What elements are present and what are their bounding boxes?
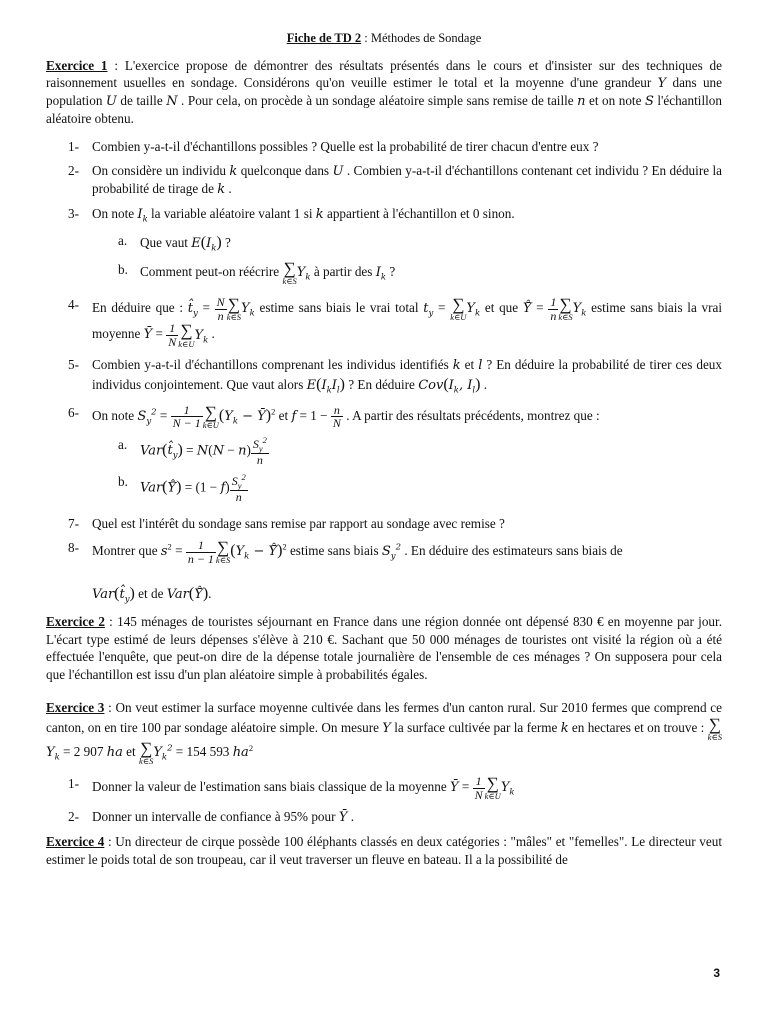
question-7-text: Quel est l'intérêt du sondage sans remise par rapport au sondage avec remise ?	[92, 515, 505, 531]
exercise-4-text: : Un directeur de cirque possède 100 éléphants classés en deux catégories : "mâles" et "femelles". Le directeur veut estimer le poids total de son troupeau, car il veut traverser un fleuve en bateau. Il a la possibilité de	[46, 834, 722, 867]
exercise-3-questions	[46, 775, 722, 826]
question-6b: b. Var(Ŷ̄) = (1 − f) $\frac{S_y^2}{n}$	[118, 471, 246, 504]
exercise-3-question-1: 1- Donner la valeur de l'estimation sans biais classique de la moyenne Ȳ = $\frac{1}{N}$ ∑ k∈U $Y_k$	[68, 773, 515, 802]
exercise-3-label: Exercice 3	[46, 700, 105, 716]
question-6: 6- On note $S_y^2$ = $\frac{1}{N - 1}$ ∑ k∈U ($Y_k$ − Ȳ)$^2$ et f = 1 − $\frac{n}{N}$ . A partir des résultats précédents, montrez que : a. $Var(t̂_y) = N(N - n)$ $\frac{S_y^2}{n}$ b. Var(Ŷ̄) = (1 − f) $\frac{S_y^2}{n}$	[46, 404, 722, 508]
question-3a: a. Que vaut $E(I_k)$ ?	[118, 233, 231, 254]
page-title	[46, 30, 722, 47]
exercise-2-text: : 145 ménages de touristes séjournant en France dans une région donnée ont dépensé 830 € en moyenne par jour. L'écart type estimé de leurs dépenses s'élève à 210 €. Sachant que 50 000 ménages de touristes ont visité la région où a été effectuée l'enquête, que peut-on dire de la dépense totale journalière de l'ensemble de ces ménages ? On supposera pour cela que l'échantillon est issu d'un plan aléatoire simple à probabilités égales.	[46, 614, 722, 682]
title-subtitle: : Méthodes de Sondage	[361, 31, 482, 45]
question-1-text: Combien y-a-t-il d'échantillons possibles ? Quelle est la probabilité de tirer chacun d'entre eux ?	[92, 138, 599, 154]
exercise-1-label: Exercice 1	[46, 57, 108, 73]
question-5: 5- Combien y-a-t-il d'échantillons comprenant les individus identifiés k et l ? En déduire la probabilité de tirer ces deux individus conjointement. Que vaut alors $E(I_kI_l)$ ? En déduire $Cov(I_k$, $I_l$) .	[68, 356, 722, 396]
title-main: Fiche de TD 2	[286, 31, 362, 45]
page-number: 3	[713, 966, 720, 981]
question-1: 1- Combien y-a-t-il d'échantillons possibles ? Quelle est la probabilité de tirer chacun d'entre eux ?	[46, 138, 722, 155]
exercise-2	[46, 613, 722, 683]
exercise-4	[46, 833, 722, 868]
question-3b: b. Comment peut-on réécrire ∑ k∈S $Y_k$ à partir des $I_k$ ?	[118, 259, 396, 287]
exercise-1-intro: Exercice 1 : L'exercice propose de démontrer des résultats présentés dans le cours et d'insister sur des techniques de raisonnement usuelles en sondage. Considérons qu'on veuille estimer le total et la moyenne d'une grandeur Y dans une population U de taille N . Pour cela, on procède à un sondage aléatoire simple sans remise de taille n et on note S l'échantillon aléatoire obtenu.	[46, 57, 722, 127]
question-3: 3- On note $I_k$ la variable aléatoire valant 1 si k appartient à l'échantillon et 0 sinon. a. Que vaut $E(I_k)$ ? b. Comment peut-on réécrire ∑ k∈S $Y_k$ à partir des $I_k$ ?	[46, 205, 722, 289]
exercise-1-questions	[46, 138, 722, 606]
question-7: 7- Quel est l'intérêt du sondage sans remise par rapport au sondage avec remise ?	[46, 515, 722, 532]
exercise-4-label: Exercice 4	[46, 834, 105, 850]
question-8: 8- Montrer que $s^2$ = $\frac{1}{n - 1}$ ∑ k∈S ($Y_k$ − Ŷ̄)$^2$ estime sans biais $S_y^2$ . En déduire des estimateurs sans biais de $Var(t̂_y)$ et de Var(Ŷ̄).	[68, 537, 623, 605]
exercise-2-label: Exercice 2	[46, 614, 105, 630]
question-2: 2- On considère un individu k quelconque dans U . Combien y-a-t-il d'échantillons contenant cet individu ? En déduire la probabilité de tirage de k .	[68, 163, 722, 198]
exercise-3-question-2: 2- Donner un intervalle de confiance à 95% pour Ȳ .	[68, 809, 354, 826]
exercise-3: Exercice 3 : On veut estimer la surface moyenne cultivée dans les fermes d'un canton rural. Sur 2010 fermes que comprend ce canton, on en tire 100 par sondage aléatoire simple. On mesure Y la surface cultivée par la ferme k en hectares et on trouve : ∑ k∈S $Y_k = 2$ 907 ha et ∑ k∈S $Y_k^2 = 154$ 593 $ha^2$	[46, 700, 722, 766]
question-4: 4- En déduire que : $t̂_y$ = $\frac{N}{n}$ ∑ k∈S $Y_k$ estime sans biais le vrai total $t_y$ = ∑ k∈U $Y_k$ et que Ŷ̄ = $\frac{1}{n}$ ∑ k∈S $Y_k$ estime sans biais la vrai moyenne Ȳ = $\frac{1}{N}$ ∑ k∈U $Y_k$ .	[68, 295, 723, 349]
question-6a: a. $Var(t̂_y) = N(N - n)$ $\frac{S_y^2}{n}$	[118, 434, 267, 468]
